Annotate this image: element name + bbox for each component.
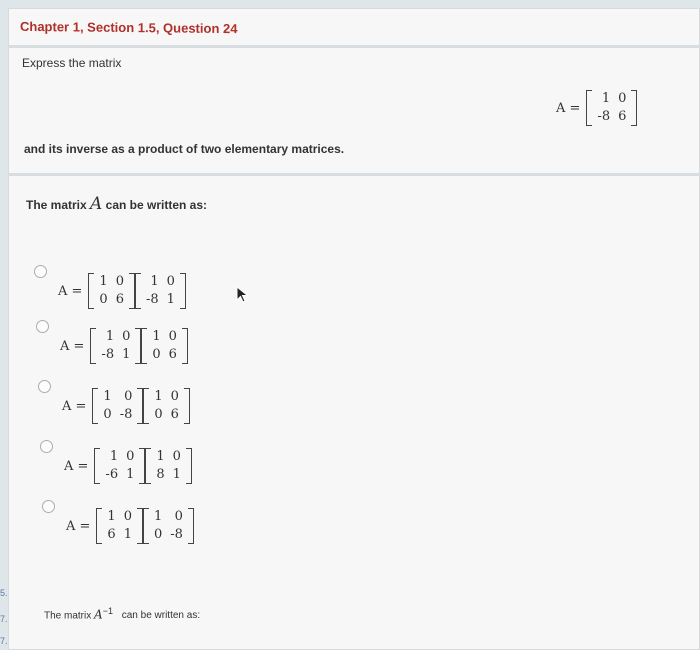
matrix-cell: 0 <box>170 389 179 404</box>
matrix-cell: 0 <box>99 292 108 307</box>
option-matrix <box>141 328 188 364</box>
part-b-prefix: The matrix <box>44 610 92 622</box>
option-radio[interactable] <box>40 440 53 453</box>
matrix-cell: 1 <box>166 292 175 307</box>
question-prompt-tail: and its inverse as a product of two elementary matrices. <box>24 142 345 156</box>
option-radio[interactable] <box>42 500 55 513</box>
matrix-cell: 1 <box>105 329 115 344</box>
matrix-cell: 0 <box>123 509 132 524</box>
matrix-cell: 1 <box>601 91 611 106</box>
matrix-cell: 0 <box>153 527 163 542</box>
matrix-cell: 1 <box>107 509 116 524</box>
option-lhs: A = <box>66 518 91 534</box>
option-radio[interactable] <box>36 320 49 333</box>
answer-option[interactable] <box>58 273 186 309</box>
matrix-cell: 6 <box>618 109 627 124</box>
matrix-label: A = <box>556 100 581 116</box>
matrix-cell: 6 <box>107 527 116 542</box>
option-matrix <box>88 273 135 309</box>
answer-option[interactable] <box>64 448 192 484</box>
matrix-cell: 1 <box>109 449 119 464</box>
matrix-cell: 0 <box>168 329 177 344</box>
matrix-cell: 8 <box>156 467 165 482</box>
option-matrix <box>90 328 141 364</box>
option-lhs: A = <box>58 283 83 299</box>
option-lhs: A = <box>60 338 85 354</box>
matrix-cell: 0 <box>124 389 133 404</box>
matrix-cell: 1 <box>150 274 159 289</box>
edge-mark: 7. <box>0 636 8 646</box>
matrix-cell: 0 <box>126 449 135 464</box>
option-matrix <box>92 388 143 424</box>
var-a: A <box>90 194 103 214</box>
question-title: Chapter 1, Section 1.5, Question 24 <box>20 18 238 37</box>
option-matrix <box>143 508 194 544</box>
matrix-cell: 6 <box>170 407 179 422</box>
part-b-suffix: can be written as: <box>121 610 201 622</box>
option-radio[interactable] <box>38 380 51 393</box>
matrix-cell: 1 <box>122 347 131 362</box>
matrix-cell: 6 <box>115 292 124 307</box>
matrix-cell: 1 <box>154 389 163 404</box>
edge-mark: 7. <box>0 614 8 624</box>
divider <box>8 45 700 48</box>
matrix-cell: 0 <box>618 91 627 106</box>
matrix-cell: 1 <box>99 274 108 289</box>
matrix-cell: 1 <box>172 467 181 482</box>
option-matrix <box>143 388 190 424</box>
option-matrix <box>94 448 145 484</box>
option-matrix <box>145 448 192 484</box>
answer-option[interactable] <box>62 388 190 424</box>
matrix-cell: 1 <box>126 467 135 482</box>
option-lhs: A = <box>64 458 89 474</box>
matrix-cell: 1 <box>156 449 165 464</box>
question-prompt: Express the matrix <box>22 56 122 70</box>
matrix-cell: -8 <box>145 292 159 307</box>
matrix-cell: 1 <box>123 527 132 542</box>
matrix-cell: 0 <box>115 274 124 289</box>
matrix-cell: 1 <box>153 509 163 524</box>
matrix-cell: 0 <box>154 407 163 422</box>
given-matrix <box>556 90 637 126</box>
matrix-cell: 1 <box>152 329 161 344</box>
part-a-prefix: The matrix <box>26 198 87 212</box>
option-matrix <box>135 273 186 309</box>
matrix-cell: 0 <box>122 329 131 344</box>
option-lhs: A = <box>62 398 87 414</box>
matrix-cell: 0 <box>172 449 181 464</box>
edge-mark: 5. <box>0 588 8 598</box>
matrix-cell: -8 <box>597 109 611 124</box>
part-b-label <box>44 606 200 621</box>
mouse-cursor-icon <box>236 286 250 304</box>
question-panel <box>8 8 700 650</box>
option-radio[interactable] <box>34 265 47 278</box>
matrix-cell: 6 <box>168 347 177 362</box>
part-a-suffix: can be written as: <box>105 198 208 212</box>
divider <box>8 173 700 176</box>
option-matrix <box>96 508 143 544</box>
answer-option[interactable] <box>60 328 188 364</box>
matrix-cell: 1 <box>103 389 112 404</box>
matrix-cell: -8 <box>101 347 115 362</box>
matrix-cell: -8 <box>170 527 183 542</box>
part-a-label <box>26 194 207 214</box>
inverse-exponent: −1 <box>102 606 113 616</box>
var-a-inverse: A <box>94 607 103 622</box>
matrix-cell: -6 <box>105 467 119 482</box>
matrix-cell: -8 <box>119 407 133 422</box>
matrix-cell: 0 <box>174 509 183 524</box>
matrix-cell: 0 <box>166 274 175 289</box>
matrix-a <box>586 90 637 126</box>
matrix-cell: 0 <box>103 407 112 422</box>
answer-option[interactable] <box>66 508 194 544</box>
matrix-cell: 0 <box>152 347 161 362</box>
